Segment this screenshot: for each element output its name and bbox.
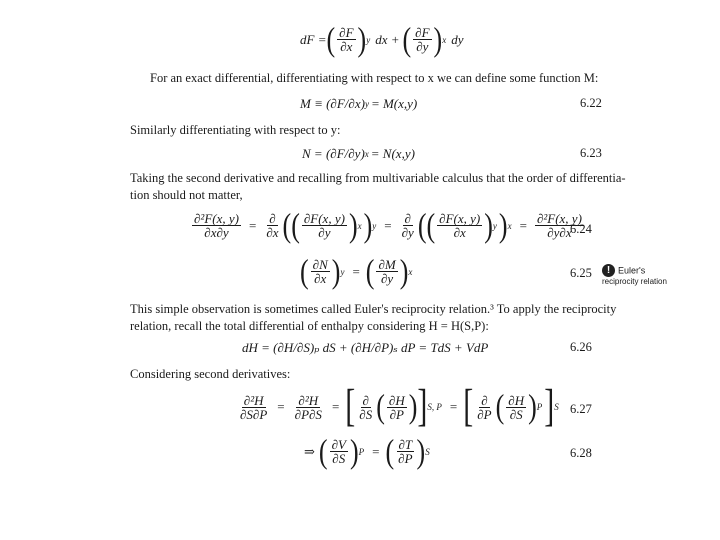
margin-note-title: Euler's xyxy=(618,265,646,276)
fraction-dF-dx: $\frac{\partial F}{\partial x}$ xyxy=(339,25,354,54)
equation-number-6-27: 6.27 xyxy=(570,402,592,416)
paragraph-second-derivative-line1: Taking the second derivative and recalling from multivariable calculus that the order of differentia- xyxy=(130,171,626,185)
eq-lhs: dF = xyxy=(300,31,327,47)
equation-total-differential-F: dF = ( $\frac{\partial F}{\partial x}$ ) y dx + ( $\frac{\partial F}{\partial y}$ ) x dy xyxy=(300,20,464,58)
equation-6-23: N = (∂F/∂y) x = N(x,y) xyxy=(302,146,415,161)
fraction-dF-dy: $\frac{\partial F}{\partial y}$ xyxy=(415,25,430,54)
equation-6-27: $\frac{\text{∂²H}}{\partial S\partial P}$ = $\frac{\text{∂²H}}{\partial P\partial S}$ = [ $\frac{\partial}{\partial S}$ ( $\frac{\partial H}{\partial P}$ ) ] S, P = [ $\frac{\partial}{\partial P}$ ( $\frac{\partial H}{\partial S}$ ) P ] S xyxy=(240,381,559,431)
equation-6-26: dH = (∂H/∂S)ₚ dS + (∂H/∂P)ₛ dP = TdS + VdP xyxy=(242,340,489,355)
equation-6-28: ⇒ ( $\frac{\partial V}{\partial S}$ ) P = ( $\frac{\partial T}{\partial P}$ ) S xyxy=(304,432,430,470)
paragraph-similarly: Similarly differentiating with respect to y: xyxy=(130,123,341,137)
fraction-d2F-dxdy: $\frac{\text{∂²F(x, y)}}{\partial x\partial y}$ xyxy=(194,211,239,240)
equation-number-6-25: 6.25 xyxy=(570,266,592,280)
paragraph-considering-second-derivatives: Considering second derivatives: xyxy=(130,367,291,381)
equation-number-6-24: 6.24 xyxy=(570,222,592,236)
equation-number-6-26: 6.26 xyxy=(570,340,592,354)
equation-6-24: $\frac{\text{∂²F(x, y)}}{\partial x\partial y}$ = $\frac{\partial}{\partial x}$ ( ( $\frac{\partial F(x, y)}{\partial y}$ ) x ) y = $\frac{\partial}{\partial y}$ ( ( $\frac{\partial F(x, y)}{\partial x}$ ) y ) x = $\frac{\text{∂²F(x, y)}}{\partial y\partial x}$ xyxy=(194,206,582,244)
paragraph-second-derivative-line2: tion should not matter, xyxy=(130,188,243,202)
margin-note-text: reciprocity relation xyxy=(602,277,667,286)
equation-number-6-23: 6.23 xyxy=(580,146,602,160)
exclamation-icon: ! xyxy=(602,264,615,277)
paragraph-euler-line2: relation, recall the total differential of enthalpy considering H = H(S,P): xyxy=(130,319,489,333)
fraction-d2F-dydx: $\frac{\text{∂²F(x, y)}}{\partial y\partial x}$ xyxy=(536,211,582,240)
margin-note-euler xyxy=(602,264,667,287)
equation-number-6-28: 6.28 xyxy=(570,446,592,460)
equation-6-22: M ≡ (∂F/∂x) y = M(x,y) xyxy=(300,96,418,111)
paragraph-euler-line1: This simple observation is sometimes called Euler's reciprocity relation.³ To apply the reciprocity xyxy=(130,302,617,316)
equation-number-6-22: 6.22 xyxy=(580,96,602,110)
paragraph-exact-differential: For an exact differential, differentiating with respect to x we can define some function M: xyxy=(150,71,599,85)
equation-6-25: ( $\frac{\partial N}{\partial x}$ ) y = ( $\frac{\partial M}{\partial y}$ ) x xyxy=(300,252,413,290)
